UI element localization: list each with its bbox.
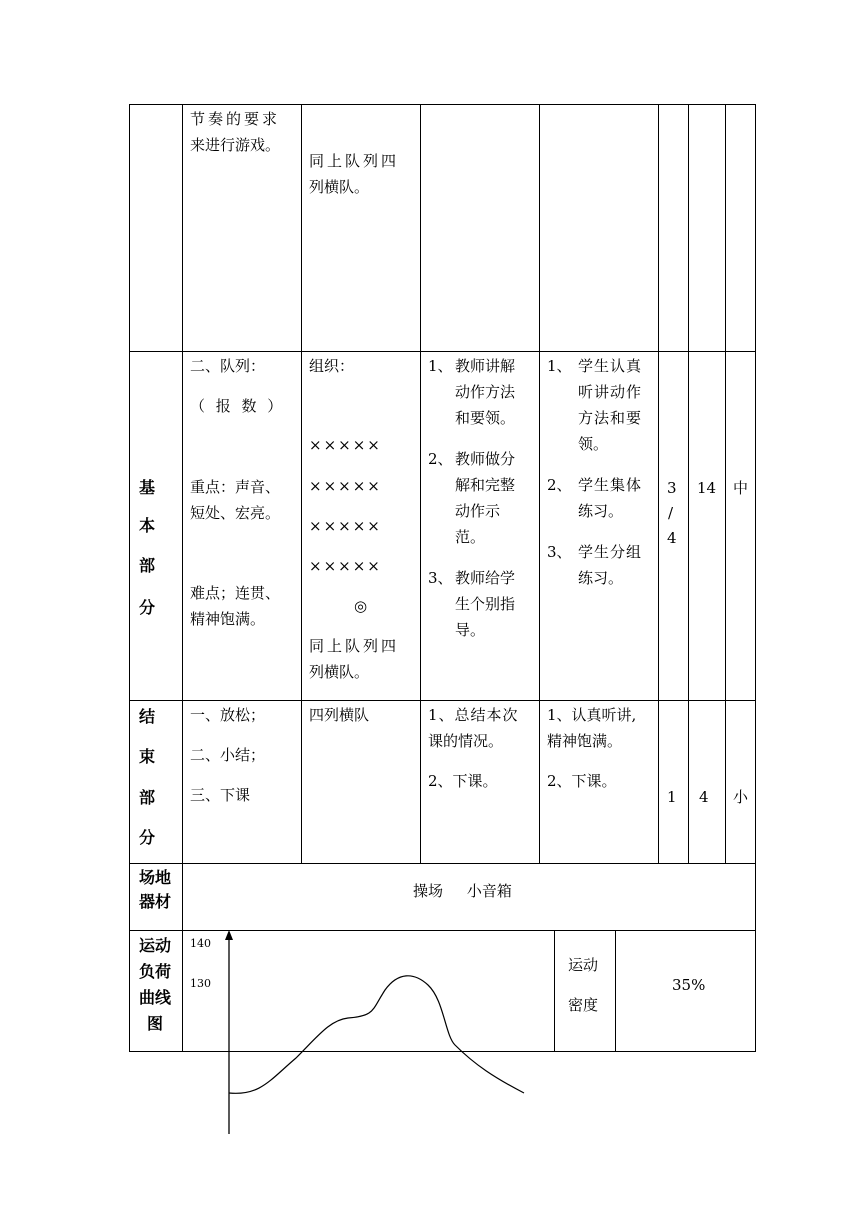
load-curve-label-3: 曲线 <box>139 988 172 1007</box>
row3-student-2: 精神饱满。 <box>547 732 623 750</box>
row3-content-3: 三、下课 <box>190 786 251 804</box>
section-label-basic-4: 分 <box>139 598 156 617</box>
venue-label-1: 场地 <box>139 868 172 887</box>
student-item-2-num: 2、 <box>547 476 572 494</box>
row2-content-sub: （ 报 数 ） <box>190 397 286 415</box>
venue-equipment: 操场 小音箱 <box>413 882 512 900</box>
row2-times-slash: / <box>668 504 674 522</box>
row2-difficult-line1: 难点；连贯、 <box>190 584 281 602</box>
student-item-3-line1: 学生分组 <box>578 543 643 561</box>
row2-difficult-line2: 精神饱满。 <box>190 610 266 628</box>
section-label-end-1: 结 <box>139 707 156 726</box>
density-label-2: 密度 <box>568 996 599 1014</box>
student-item-1-num: 1、 <box>547 357 572 375</box>
row1-content-line2: 来进行游戏。 <box>190 136 281 154</box>
teacher-item-1-line3: 和要领。 <box>455 409 516 427</box>
section-label-end-2: 束 <box>139 747 156 766</box>
row3-student-1: 1、认真听讲, <box>547 706 637 724</box>
row3-intensity: 小 <box>733 788 749 806</box>
formation-row-2: ××××× <box>309 477 382 495</box>
teacher-item-2-line3: 动作示 <box>455 502 501 520</box>
row2-org-note-line2: 列横队。 <box>309 663 370 681</box>
student-item-1-line4: 领。 <box>578 435 609 453</box>
row3-teacher-1: 1、总结本次 <box>428 706 519 724</box>
y-tick-130: 130 <box>190 977 211 990</box>
row3-content-1: 一、放松； <box>190 706 266 724</box>
teacher-item-2-num: 2、 <box>428 450 453 468</box>
student-item-1-line3: 方法和要 <box>578 409 643 427</box>
row2-intensity: 中 <box>733 479 749 497</box>
section-label-end-4: 分 <box>139 828 156 847</box>
row2-key-line1: 重点：声音、 <box>190 478 281 496</box>
section-label-basic-2: 本 <box>139 516 156 535</box>
load-curve-label-4: 图 <box>147 1014 164 1033</box>
venue-label-2: 器材 <box>139 892 172 911</box>
formation-row-1: ××××× <box>309 436 382 454</box>
row3-student-3: 2、下课。 <box>547 772 617 790</box>
teacher-item-1-line2: 动作方法 <box>455 383 516 401</box>
row2-org-label: 组织： <box>309 357 355 375</box>
row3-times: 1 <box>667 788 677 806</box>
row1-org-line2: 列横队。 <box>309 178 370 196</box>
teacher-item-1-num: 1、 <box>428 357 453 375</box>
row3-minutes: 4 <box>699 788 709 806</box>
student-item-2-line1: 学生集体 <box>578 476 643 494</box>
section-label-basic-1: 基 <box>139 478 156 497</box>
formation-row-3: ××××× <box>309 517 382 535</box>
row1-content-line1: 节奏的要求 <box>190 110 281 128</box>
student-item-1-line2: 听讲动作 <box>578 383 643 401</box>
teacher-position-mark: ◎ <box>354 597 368 615</box>
section-label-end-3: 部 <box>139 788 156 807</box>
teacher-item-2-line1: 教师做分 <box>455 450 516 468</box>
section-label-basic-3: 部 <box>139 556 156 575</box>
row2-times-bottom: 4 <box>667 529 677 547</box>
student-item-3-num: 3、 <box>547 543 572 561</box>
density-value: 35% <box>672 976 706 994</box>
teacher-item-3-line1: 教师给学 <box>455 569 516 587</box>
row3-teacher-2: 课的情况。 <box>428 732 504 750</box>
y-tick-140: 140 <box>190 937 211 950</box>
density-label-1: 运动 <box>568 956 599 974</box>
teacher-item-3-num: 3、 <box>428 569 453 587</box>
teacher-item-2-line2: 解和完整 <box>455 476 516 494</box>
row1-org-line1: 同上队列四 <box>309 152 400 170</box>
teacher-item-2-line4: 范。 <box>455 528 486 546</box>
row2-times-top: 3 <box>667 479 677 497</box>
row3-content-2: 二、小结； <box>190 746 266 764</box>
row2-key-line2: 短处、宏亮。 <box>190 504 281 522</box>
teacher-item-3-line2: 生个别指 <box>455 595 516 613</box>
student-item-3-line2: 练习。 <box>578 569 624 587</box>
student-item-1-line1: 学生认真 <box>578 357 643 375</box>
row3-teacher-3: 2、下课。 <box>428 772 498 790</box>
row2-content-title: 二、队列： <box>190 357 266 375</box>
student-item-2-line2: 练习。 <box>578 502 624 520</box>
formation-row-4: ××××× <box>309 557 382 575</box>
load-curve <box>229 976 524 1094</box>
y-axis-arrow <box>225 930 233 940</box>
load-curve-label-2: 负荷 <box>139 962 172 981</box>
row2-org-note-line1: 同上队列四 <box>309 637 400 655</box>
teacher-item-3-line3: 导。 <box>455 621 486 639</box>
load-curve-label-1: 运动 <box>139 936 172 955</box>
row2-minutes: 14 <box>697 479 717 497</box>
teacher-item-1-line1: 教师讲解 <box>455 357 516 375</box>
row3-org: 四列横队 <box>309 706 370 724</box>
